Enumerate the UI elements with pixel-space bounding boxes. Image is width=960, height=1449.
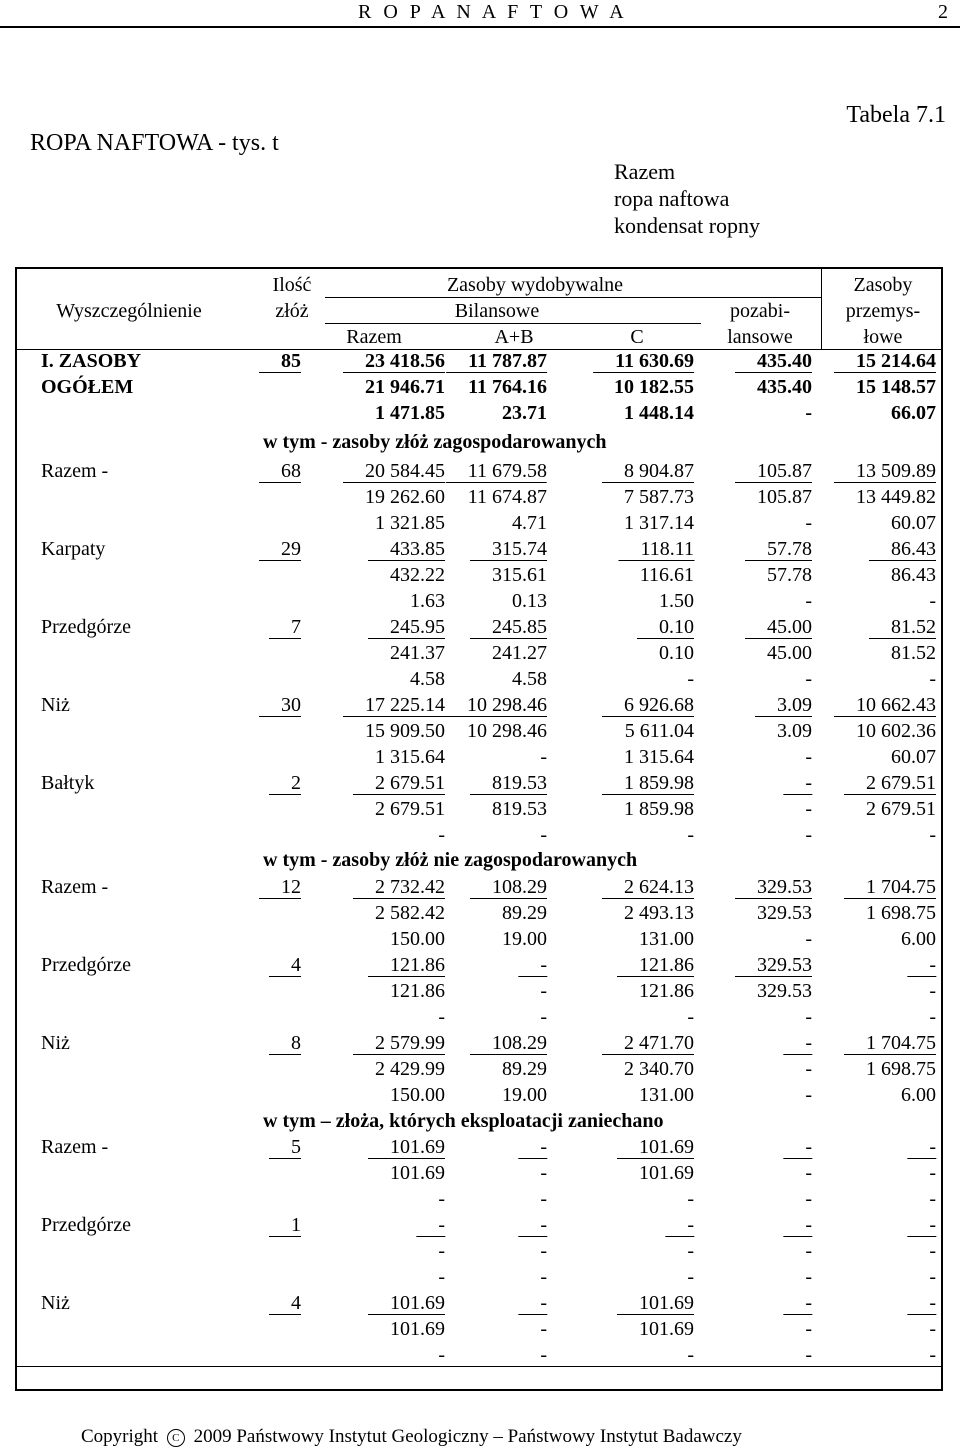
table-cell: 45.00 <box>767 642 812 664</box>
table-cell: 1 317.14 <box>624 512 694 534</box>
table-cell: 101.69 <box>368 1137 445 1159</box>
table-cell: 101.69 <box>639 1162 694 1184</box>
deposit-count: 12 <box>259 877 301 899</box>
table-cell: 11 787.87 <box>446 351 547 373</box>
table-cell: - <box>805 1240 812 1262</box>
table-cell: - <box>805 512 812 534</box>
table-cell: - <box>783 1033 812 1055</box>
table-cell: 1.63 <box>410 590 445 612</box>
legend-line-crude-oil: ropa naftowa <box>614 186 730 211</box>
legend-line-total: Razem <box>614 159 676 184</box>
table-cell: - <box>687 1240 694 1262</box>
table-cell: - <box>805 824 812 846</box>
table-cell: 2 471.70 <box>602 1033 694 1055</box>
table-cell: 108.29 <box>470 1033 547 1055</box>
table-cell: - <box>805 1188 812 1210</box>
row-label: Bałtyk <box>41 772 95 794</box>
col-header-balance: Bilansowe <box>454 300 540 322</box>
row-label: I. ZASOBY <box>41 350 142 372</box>
table-cell: - <box>438 1240 445 1262</box>
deposit-count: 85 <box>259 351 301 373</box>
table-cell: 60.07 <box>891 512 936 534</box>
table-cell: - <box>687 1266 694 1288</box>
table-cell: 1 704.75 <box>844 877 936 899</box>
table-cell: - <box>805 928 812 950</box>
col-header-count-1: Ilość <box>272 274 312 296</box>
table-cell: 819.53 <box>470 773 547 795</box>
table-cell: - <box>438 1266 445 1288</box>
table-cell: - <box>540 1266 547 1288</box>
table-cell: - <box>805 1006 812 1028</box>
section-heading-abandoned: w tym – złoża, których eksploatacji zaniechano <box>263 1110 664 1132</box>
table-cell: 10 298.46 <box>467 720 547 742</box>
table-cell: - <box>540 980 547 1002</box>
table-cell: 245.95 <box>368 617 445 639</box>
table-cell: 2 679.51 <box>844 773 936 795</box>
table-cell: 101.69 <box>390 1162 445 1184</box>
table-cell: 121.86 <box>368 955 445 977</box>
table-cell: - <box>687 824 694 846</box>
table-cell: - <box>907 1215 936 1237</box>
table-cell: 66.07 <box>891 402 936 424</box>
table-cell: 10 602.36 <box>856 720 936 742</box>
deposit-count: 1 <box>269 1215 301 1237</box>
running-header <box>0 0 960 28</box>
table-cell: 11 630.69 <box>593 351 694 373</box>
table-cell: 57.78 <box>745 539 812 561</box>
table-cell: - <box>805 402 812 424</box>
table-cell: 11 679.58 <box>446 461 547 483</box>
table-cell: 19.00 <box>502 928 547 950</box>
legend-line-condensate: kondensat ropny <box>614 213 761 238</box>
table-cell: 6.00 <box>901 1084 936 1106</box>
header-divider <box>821 269 822 349</box>
table-cell: - <box>929 1318 936 1340</box>
table-cell: - <box>687 1188 694 1210</box>
table-cell: 1 698.75 <box>866 902 936 924</box>
table-cell: 6.00 <box>901 928 936 950</box>
table-cell: 101.69 <box>617 1137 694 1159</box>
table-cell: 3.09 <box>777 720 812 742</box>
table-cell: - <box>929 1162 936 1184</box>
table-cell: 0.13 <box>512 590 547 612</box>
row-label: Przedgórze <box>41 1214 131 1236</box>
table-cell: 13 509.89 <box>834 461 936 483</box>
table-cell: - <box>518 955 547 977</box>
table-cell: 2 582.42 <box>375 902 445 924</box>
table-cell: - <box>416 1215 445 1237</box>
copyright-text: 2009 Państwowy Instytut Geologiczny – Państwowy Instytut Badawczy <box>193 1426 742 1447</box>
table-cell: - <box>540 1240 547 1262</box>
table-cell: 10 182.55 <box>614 376 694 398</box>
copyright-footer <box>81 1427 742 1447</box>
table-cell: 241.27 <box>492 642 547 664</box>
table-cell: 2 679.51 <box>866 798 936 820</box>
row-label: Przedgórze <box>41 954 131 976</box>
table-cell: 435.40 <box>757 376 812 398</box>
table-cell: - <box>929 1006 936 1028</box>
page-number: 2 <box>938 1 948 23</box>
table-cell: - <box>540 1344 547 1366</box>
table-cell: 81.52 <box>869 617 936 639</box>
row-label: Niż <box>41 1032 70 1054</box>
table-cell: 101.69 <box>639 1318 694 1340</box>
deposit-count: 8 <box>269 1033 301 1055</box>
table-cell: - <box>805 1266 812 1288</box>
table-cell: 105.87 <box>735 461 812 483</box>
table-cell: - <box>929 1266 936 1288</box>
table-cell: 1.50 <box>659 590 694 612</box>
table-cell: 20 584.45 <box>343 461 445 483</box>
copyright-icon: C <box>167 1429 185 1447</box>
table-cell: - <box>540 824 547 846</box>
table-cell: 2 429.99 <box>375 1058 445 1080</box>
table-cell: - <box>907 955 936 977</box>
table-cell: 4.58 <box>410 668 445 690</box>
table-cell: - <box>518 1137 547 1159</box>
table-cell: 329.53 <box>757 902 812 924</box>
table-cell: 329.53 <box>735 955 812 977</box>
col-header-c: C <box>630 326 644 348</box>
col-header-total: Razem <box>346 326 402 348</box>
table-cell: 101.69 <box>390 1318 445 1340</box>
table-cell: 17 225.14 <box>343 695 445 717</box>
deposit-count: 30 <box>259 695 301 717</box>
table-cell: 245.85 <box>470 617 547 639</box>
table-cell: 89.29 <box>502 902 547 924</box>
section-heading-undeveloped: w tym - zasoby złóż nie zagospodarowanych <box>263 849 638 871</box>
col-header-sub-balance-2: lansowe <box>727 326 793 348</box>
table-cell: 4.58 <box>512 668 547 690</box>
table-cell: 10 662.43 <box>834 695 936 717</box>
table-cell: - <box>805 1344 812 1366</box>
table-cell: - <box>540 746 547 768</box>
table-cell: - <box>438 1344 445 1366</box>
deposit-count: 7 <box>269 617 301 639</box>
table-cell: 15 909.50 <box>365 720 445 742</box>
table-cell: 329.53 <box>757 980 812 1002</box>
table-cell: - <box>783 773 812 795</box>
table-cell: 6 926.68 <box>602 695 694 717</box>
table-cell: 21 946.71 <box>365 376 445 398</box>
table-cell: 0.10 <box>659 642 694 664</box>
deposit-count: 5 <box>269 1137 301 1159</box>
col-header-ab: A+B <box>494 326 534 348</box>
table-cell: 2 340.70 <box>624 1058 694 1080</box>
table-cell: 13 449.82 <box>856 486 936 508</box>
table-cell: - <box>540 1006 547 1028</box>
table-cell: - <box>783 1137 812 1159</box>
col-header-count-2: złóż <box>275 300 309 322</box>
table-cell: 1 698.75 <box>866 1058 936 1080</box>
table-cell: 1 704.75 <box>844 1033 936 1055</box>
table-cell: 19.00 <box>502 1084 547 1106</box>
table-cell: 1 859.98 <box>624 798 694 820</box>
table-cell: - <box>687 1006 694 1028</box>
table-cell: - <box>929 1344 936 1366</box>
table-cell: 45.00 <box>745 617 812 639</box>
table-cell: 81.52 <box>891 642 936 664</box>
table-cell: - <box>665 1215 694 1237</box>
row-label: Niż <box>41 694 70 716</box>
copyright-word: Copyright <box>81 1426 159 1447</box>
table-cell: - <box>805 746 812 768</box>
table-cell: - <box>907 1293 936 1315</box>
table-cell: 4.71 <box>512 512 547 534</box>
table-cell: 60.07 <box>891 746 936 768</box>
deposit-count: 4 <box>269 955 301 977</box>
table-bottom-rule <box>17 1366 943 1367</box>
table-cell: 86.43 <box>891 564 936 586</box>
table-cell: 7 587.73 <box>624 486 694 508</box>
table-cell: - <box>687 1344 694 1366</box>
table-cell: 23 418.56 <box>343 351 445 373</box>
table-cell: 19 262.60 <box>365 486 445 508</box>
table-cell: 5 611.04 <box>624 720 694 742</box>
table-cell: 11 764.16 <box>468 376 547 398</box>
col-header-sub-balance-1: pozabi- <box>730 300 790 322</box>
table-cell: - <box>929 590 936 612</box>
table-cell: 1 315.64 <box>375 746 445 768</box>
col-header-item: Wyszczególnienie <box>56 300 202 322</box>
table-cell: 819.53 <box>492 798 547 820</box>
table-cell: 105.87 <box>757 486 812 508</box>
table-cell: 2 732.42 <box>353 877 445 899</box>
col-header-extractable: Zasoby wydobywalne <box>446 274 624 296</box>
table-cell: 3.09 <box>755 695 812 717</box>
table-cell: - <box>929 1188 936 1210</box>
table-number: Tabela 7.1 <box>846 102 946 128</box>
header-rule-extractable <box>325 297 821 298</box>
table-cell: 1 315.64 <box>624 746 694 768</box>
row-label: Przedgórze <box>41 616 131 638</box>
table-cell: - <box>805 1162 812 1184</box>
table-cell: - <box>518 1293 547 1315</box>
table-cell: 329.53 <box>735 877 812 899</box>
row-label: Karpaty <box>41 538 106 560</box>
col-header-industrial-3: łowe <box>863 326 903 348</box>
table-cell: 118.11 <box>618 539 694 561</box>
table-cell: - <box>783 1293 812 1315</box>
table-cell: 15 214.64 <box>834 351 936 373</box>
table-cell: 435.40 <box>735 351 812 373</box>
table-cell: 101.69 <box>617 1293 694 1315</box>
reserves-table <box>15 267 943 1391</box>
table-cell: 23.71 <box>502 402 547 424</box>
table-cell: - <box>805 668 812 690</box>
table-cell: 315.74 <box>470 539 547 561</box>
section-heading-developed: w tym - zasoby złóż zagospodarowanych <box>263 431 607 453</box>
row-label: Niż <box>41 1292 70 1314</box>
table-cell: 315.61 <box>492 564 547 586</box>
table-cell: 1 448.14 <box>624 402 694 424</box>
table-cell: 150.00 <box>390 1084 445 1106</box>
table-cell: - <box>687 668 694 690</box>
deposit-count: 4 <box>269 1293 301 1315</box>
table-cell: 86.43 <box>869 539 936 561</box>
table-cell: - <box>518 1215 547 1237</box>
row-label: Razem - <box>41 876 109 898</box>
table-cell: - <box>805 1084 812 1106</box>
row-label: Razem - <box>41 1136 109 1158</box>
running-title: R O P A N A F T O W A <box>358 1 628 23</box>
table-cell: 1 321.85 <box>375 512 445 534</box>
deposit-count: 2 <box>269 773 301 795</box>
table-cell: 57.78 <box>767 564 812 586</box>
row-label: Razem - <box>41 460 109 482</box>
table-cell: 2 579.99 <box>353 1033 445 1055</box>
table-cell: 150.00 <box>390 928 445 950</box>
table-cell: 11 674.87 <box>467 486 547 508</box>
table-cell: - <box>929 668 936 690</box>
table-cell: 121.86 <box>390 980 445 1002</box>
table-cell: 2 679.51 <box>353 773 445 795</box>
table-cell: 8 904.87 <box>602 461 694 483</box>
table-cell: 116.61 <box>639 564 694 586</box>
table-cell: 1 859.98 <box>602 773 694 795</box>
table-cell: - <box>805 1318 812 1340</box>
table-cell: - <box>783 1215 812 1237</box>
deposit-count: 68 <box>259 461 301 483</box>
table-cell: - <box>907 1137 936 1159</box>
table-cell: 433.85 <box>368 539 445 561</box>
table-cell: 0.10 <box>637 617 694 639</box>
table-cell: - <box>438 1188 445 1210</box>
table-cell: 432.22 <box>390 564 445 586</box>
table-cell: - <box>540 1188 547 1210</box>
table-cell: - <box>929 824 936 846</box>
table-cell: - <box>929 1240 936 1262</box>
table-cell: 131.00 <box>639 1084 694 1106</box>
deposit-count: 29 <box>259 539 301 561</box>
table-cell: - <box>805 590 812 612</box>
table-cell: 15 148.57 <box>856 376 936 398</box>
table-cell: 121.86 <box>639 980 694 1002</box>
table-cell: 241.37 <box>390 642 445 664</box>
table-cell: 131.00 <box>639 928 694 950</box>
col-header-industrial-2: przemys- <box>845 300 921 322</box>
table-cell: - <box>805 1058 812 1080</box>
table-cell: - <box>540 1318 547 1340</box>
document-title: ROPA NAFTOWA - tys. t <box>30 130 279 156</box>
table-cell: - <box>438 824 445 846</box>
table-cell: 108.29 <box>470 877 547 899</box>
table-cell: 2 493.13 <box>624 902 694 924</box>
table-cell: 1 471.85 <box>375 402 445 424</box>
col-header-industrial-1: Zasoby <box>853 274 913 296</box>
table-cell: 2 624.13 <box>602 877 694 899</box>
table-cell: - <box>438 1006 445 1028</box>
table-cell: 121.86 <box>617 955 694 977</box>
table-cell: 10 298.46 <box>445 695 547 717</box>
table-cell: - <box>805 798 812 820</box>
table-cell: 101.69 <box>368 1293 445 1315</box>
table-cell: - <box>540 1162 547 1184</box>
table-cell: 89.29 <box>502 1058 547 1080</box>
header-rule-balance <box>325 323 701 324</box>
table-cell: - <box>929 980 936 1002</box>
table-cell: 2 679.51 <box>375 798 445 820</box>
row-label: OGÓŁEM <box>41 376 134 398</box>
